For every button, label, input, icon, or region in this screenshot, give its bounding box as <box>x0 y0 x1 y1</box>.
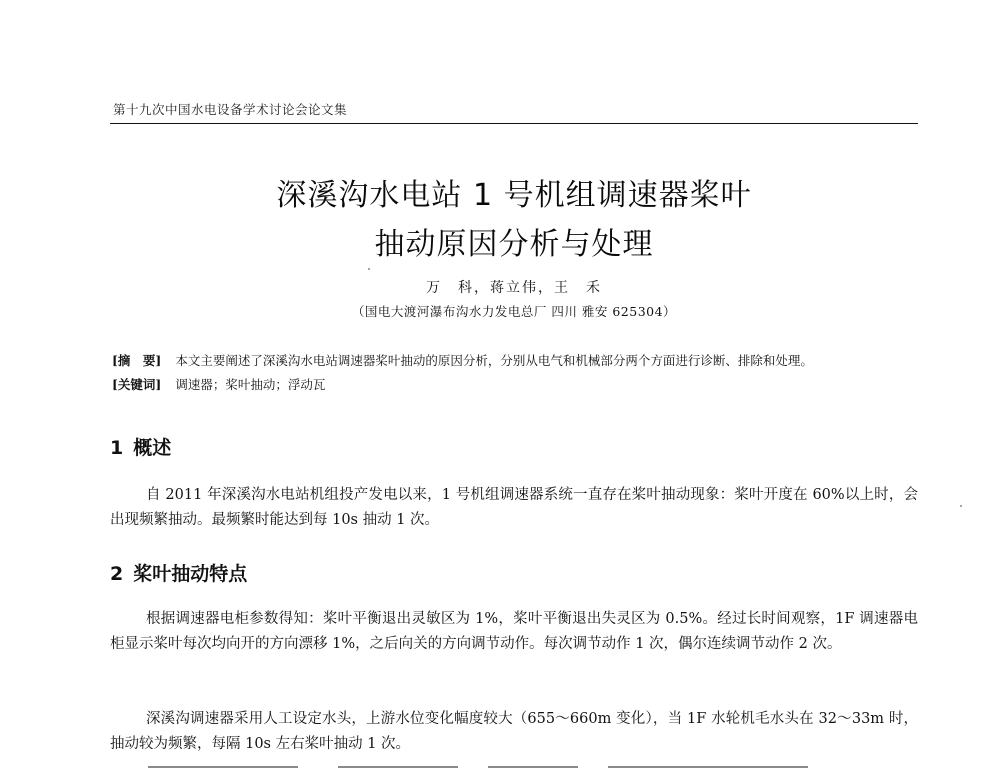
abstract <box>112 351 813 369</box>
scan-speck <box>368 268 370 270</box>
abstract-text: 本文主要阐述了深溪沟水电站调速器桨叶抽动的原因分析，分别从电气和机械部分两个方面进行诊断、排除和处理。 <box>175 353 813 368</box>
section-title: 概述 <box>133 437 172 459</box>
section-2-paragraph-1: 根据调速器电柜参数得知：桨叶平衡退出灵敏区为 1%，桨叶平衡退出失灵区为 0.5%。经过长时间观察，1F 调速器电柜显示桨叶每次均向开的方向漂移 1%，之后向关的方向调节动作。每次调节动作 1 次，偶尔连续调节动作 2 次。 <box>110 611 918 652</box>
section-heading-2 <box>110 559 247 586</box>
section-number: 1 <box>110 437 124 459</box>
paper-title-line-2: 抽动原因分析与处理 <box>374 227 654 262</box>
keywords <box>112 375 325 393</box>
section-heading-1 <box>110 433 171 460</box>
paper-title-line-1: 深溪沟水电站 1 号机组调速器桨叶 <box>276 178 752 213</box>
keywords-text: 调速器；桨叶抽动；浮动瓦 <box>175 377 326 392</box>
cut-off-text-line <box>148 758 918 768</box>
abstract-label: [摘 要] <box>112 353 162 368</box>
section-2-paragraph-2: 深溪沟调速器采用人工设定水头，上游水位变化幅度较大（655～660m 变化），当 1F 水轮机毛水头在 32～33m 时，抽动较为频繁，每隔 10s 左右桨叶抽动 1 次。 <box>110 711 918 752</box>
author-list: 万 科，蒋立伟，王 禾 <box>426 280 602 296</box>
running-header: 第十九次中国水电设备学术讨论会论文集 <box>113 102 348 117</box>
scan-speck <box>960 505 962 507</box>
section-number: 2 <box>110 563 124 585</box>
section-1-paragraph-1: 自 2011 年深溪沟水电站机组投产发电以来，1 号机组调速器系统一直存在桨叶抽动现象：桨叶开度在 60%以上时，会出现频繁抽动。最频繁时能达到每 10s 抽动 1 次。 <box>110 487 918 528</box>
section-title: 桨叶抽动特点 <box>133 563 248 585</box>
header-rule <box>110 123 918 124</box>
author-affiliation: （国电大渡河瀑布沟水力发电总厂 四川 雅安 625304） <box>351 304 677 319</box>
keywords-label: [关键词] <box>112 377 162 392</box>
